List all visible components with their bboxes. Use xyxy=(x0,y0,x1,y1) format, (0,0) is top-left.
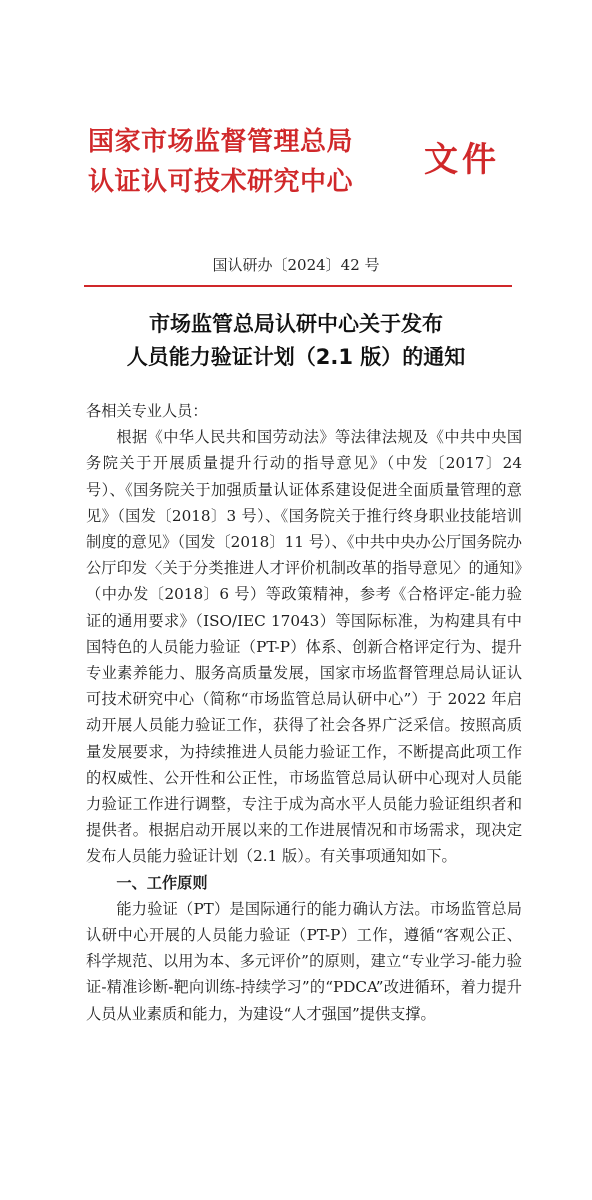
document-type-label: 文件 xyxy=(424,140,500,180)
document-title-line2: 人员能力验证计划（2.1 版）的通知 xyxy=(126,345,466,369)
issuer-name-line2: 认证认可技术研究中心 xyxy=(88,167,354,197)
document-number: 国认研办〔2024〕42 号 xyxy=(212,256,380,274)
header-divider xyxy=(84,285,512,287)
body-paragraph-1: 根据《中华人民共和国劳动法》等法律法规及《中共中央国务院关于开展质量提升行动的指导意见》（中发〔2017〕24 号）、《国务院关于加强质量认证体系建设促进全面质量管理的意见》（国发〔2018〕3 号）、《国务院关于推行终身职业技能培训制度的意见》（国发〔2018〕11 号）、《中共中央办公厅国务院办公厅印发〈关于分类推进人才评价机制改革的指导意见〉的通知》（中办发〔2018〕6 号）等政策精神，参考《合格评定-能力验证的通用要求》（ISO/IEC 17043）等国际标准，为构建具有中国特色的人员能力验证（PT-P）体系、创新合格评定行为、提升专业素养能力、服务高质量发展，国家市场监督管理总局认证认可技术研究中心（简称“市场监管总局认研中心”）于 2022 年启动开展人员能力验证工作，获得了社会各界广泛采信。按照高质量发展要求，为持续推进人员能力验证工作，不断提高此项工作的权威性、公开性和公正性，市场监管总局认研中心现对人员能力验证工作进行调整，专注于成为高水平人员能力验证组织者和提供者。根据启动开展以来的工作进展情况和市场需求，现决定发布人员能力验证计划（2.1 版）。有关事项通知如下。 xyxy=(86,428,522,866)
document-title-line1: 市场监管总局认研中心关于发布 xyxy=(149,312,443,336)
document-title xyxy=(0,308,592,374)
issuer-name xyxy=(88,122,353,202)
issuer-name-line1: 国家市场监督管理总局 xyxy=(88,127,354,157)
salutation: 各相关专业人员： xyxy=(86,402,208,420)
body-paragraph-2: 能力验证（PT）是国际通行的能力确认方法。市场监管总局认研中心开展的人员能力验证（PT-P）工作，遵循“客观公正、科学规范、以用为本、多元评价”的原则，建立“专业学习-能力验证-精准诊断-靶向训练-持续学习”的“PDCA”改进循环，着力提升人员从业素质和能力，为建设“人才强国”提供支撑。 xyxy=(86,899,522,1023)
document-body xyxy=(86,398,522,1027)
section-heading-1: 一、工作原则 xyxy=(116,873,208,892)
document-header xyxy=(88,122,528,206)
